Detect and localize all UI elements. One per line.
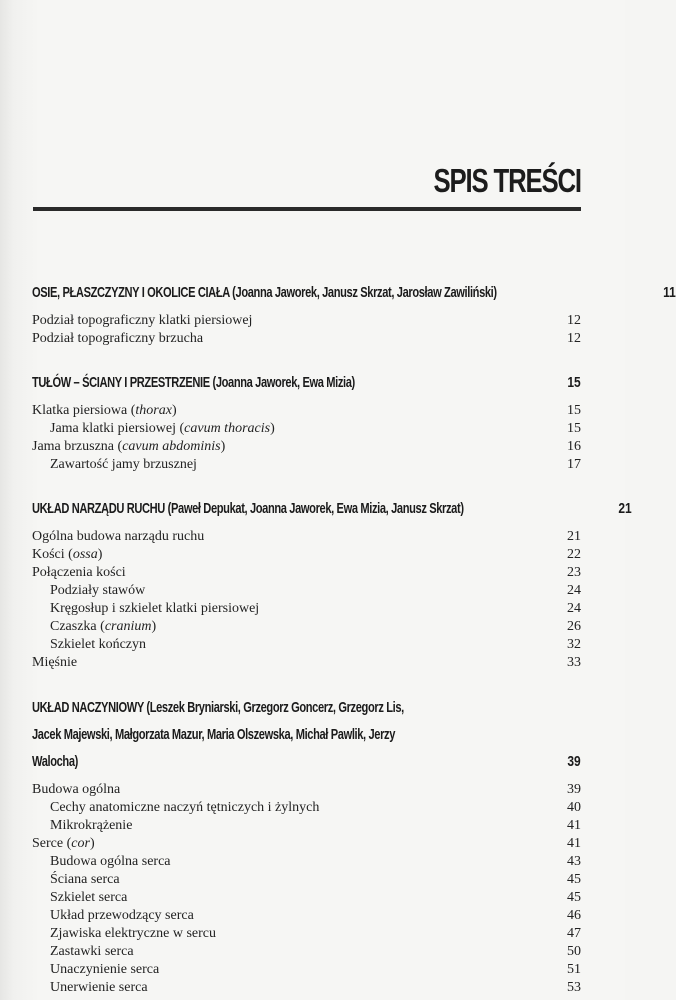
section-page-number: 11 (663, 284, 676, 301)
toc-entry (32, 961, 581, 979)
toc-entry (32, 907, 581, 925)
entry-page-number: 21 (567, 529, 581, 544)
toc-entry (32, 781, 581, 799)
entry-label: Budowa ogólna (32, 782, 121, 797)
toc-entry (32, 420, 581, 438)
section-page-number: 15 (567, 374, 581, 391)
toc-entry (32, 618, 581, 636)
entry-label: Połączenia kości (32, 565, 126, 580)
section-page-number: 21 (618, 500, 632, 517)
toc-entry (32, 799, 581, 817)
entry-page-number: 24 (567, 583, 581, 598)
entry-page-number: 24 (567, 601, 581, 616)
entry-label: Podziały stawów (50, 583, 146, 598)
toc-section (32, 280, 676, 348)
entry-label: Mięśnie (32, 655, 78, 670)
entry-label: Cechy anatomiczne naczyń tętniczych i żylnych (50, 800, 320, 815)
toc-entry (32, 889, 581, 907)
entry-label: Podział topograficzny klatki piersiowej (32, 313, 253, 328)
toc-entry (32, 979, 581, 997)
entry-label: Unerwienie serca (50, 980, 148, 995)
toc-section (32, 496, 632, 672)
entry-label: Unaczynienie serca (50, 962, 160, 977)
entry-label: Szkielet serca (50, 890, 128, 905)
section-entries (32, 781, 581, 997)
entry-label: Jama brzuszna (cavum abdominis) (32, 439, 226, 454)
page-title: SPIS TREŚCI (433, 162, 581, 199)
section-heading (32, 496, 632, 522)
entry-page-number: 40 (567, 800, 581, 815)
entry-page-number: 12 (567, 331, 581, 346)
entry-label: Układ przewodzący serca (50, 908, 194, 923)
section-title: UKŁAD NACZYNIOWY (Leszek Bryniarski, Grzegorz Goncerz, Grzegorz Lis, Jacek Majewski, Małgorzata Mazur, Maria Olszewska, Michał Pawlik, Jerzy Walocha) (32, 699, 404, 770)
title-rule (33, 207, 581, 211)
toc-entry (32, 402, 581, 420)
section-entries (32, 312, 581, 348)
toc-entry (32, 817, 581, 835)
toc-entry (32, 312, 581, 330)
entry-label: Mikrokrążenie (50, 818, 133, 833)
toc-entry (32, 330, 581, 348)
entry-label: Czaszka (cranium) (50, 619, 157, 634)
toc-entry (32, 871, 581, 889)
entry-page-number: 22 (567, 547, 581, 562)
section-entries (32, 528, 581, 672)
table-of-contents (32, 280, 676, 997)
section-title: TUŁÓW – ŚCIANY I PRZESTRZENIE (Joanna Jaworek, Ewa Mizia) (32, 374, 355, 391)
entry-label: Budowa ogólna serca (50, 854, 171, 869)
entry-label: Serce (cor) (32, 836, 95, 851)
toc-entry (32, 546, 581, 564)
entry-page-number: 53 (567, 980, 581, 995)
entry-page-number: 50 (567, 944, 581, 959)
entry-page-number: 45 (567, 890, 581, 905)
toc-entry (32, 835, 581, 853)
toc-entry (32, 636, 581, 654)
entry-page-number: 45 (567, 872, 581, 887)
entry-page-number: 41 (567, 818, 581, 833)
toc-entry (32, 654, 581, 672)
entry-label: Kręgosłup i szkielet klatki piersiowej (50, 601, 260, 616)
entry-page-number: 23 (567, 565, 581, 580)
entry-page-number: 12 (567, 313, 581, 328)
section-heading (32, 280, 676, 306)
section-page-number: 39 (567, 753, 581, 770)
entry-page-number: 17 (567, 457, 581, 472)
entry-page-number: 33 (567, 655, 581, 670)
entry-page-number: 15 (567, 403, 581, 418)
toc-entry (32, 853, 581, 871)
section-heading (32, 694, 581, 775)
toc-entry (32, 600, 581, 618)
entry-page-number: 26 (567, 619, 581, 634)
entry-page-number: 16 (567, 439, 581, 454)
entry-page-number: 32 (567, 637, 581, 652)
entry-label: Szkielet kończyn (50, 637, 147, 652)
entry-page-number: 43 (567, 854, 581, 869)
toc-entry (32, 528, 581, 546)
toc-section (32, 370, 581, 474)
entry-label: Zjawiska elektryczne w sercu (50, 926, 216, 941)
entry-label: Klatka piersiowa (thorax) (32, 403, 177, 418)
entry-page-number: 46 (567, 908, 581, 923)
toc-section (32, 694, 581, 997)
entry-label: Zawartość jamy brzusznej (50, 457, 197, 472)
section-title: UKŁAD NARZĄDU RUCHU (Paweł Depukat, Joanna Jaworek, Ewa Mizia, Janusz Skrzat) (32, 500, 464, 517)
entry-page-number: 15 (567, 421, 581, 436)
entry-label: Jama klatki piersiowej (cavum thoracis) (50, 421, 275, 436)
toc-entry (32, 456, 581, 474)
toc-entry (32, 925, 581, 943)
entry-label: Podział topograficzny brzucha (32, 331, 204, 346)
toc-entry (32, 943, 581, 961)
entry-label: Ogólna budowa narządu ruchu (32, 529, 205, 544)
entry-label: Kości (ossa) (32, 547, 103, 562)
toc-entry (32, 438, 581, 456)
entry-label: Ściana serca (50, 872, 120, 887)
entry-page-number: 51 (567, 962, 581, 977)
entry-page-number: 39 (567, 782, 581, 797)
section-heading (32, 370, 581, 396)
entry-page-number: 47 (567, 926, 581, 941)
toc-entry (32, 582, 581, 600)
section-title: OSIE, PŁASZCZYZNY I OKOLICE CIAŁA (Joanna Jaworek, Janusz Skrzat, Jarosław Zawiliński) (32, 284, 497, 301)
entry-page-number: 41 (567, 836, 581, 851)
toc-entry (32, 564, 581, 582)
entry-label: Zastawki serca (50, 944, 134, 959)
section-entries (32, 402, 581, 474)
